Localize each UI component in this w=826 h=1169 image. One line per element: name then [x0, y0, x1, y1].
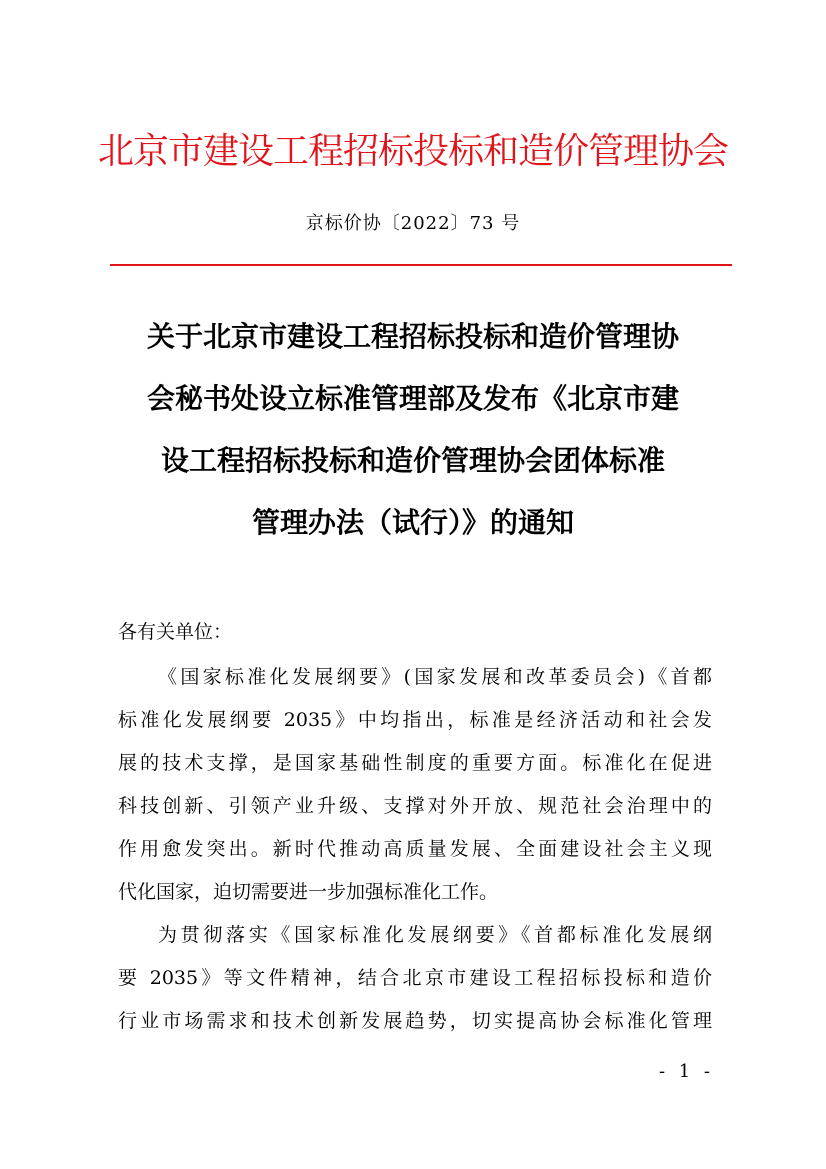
body-line-6: 代化国家，迫切需要进一步加强标准化工作。 [118, 881, 499, 903]
body-line-4: 科技创新、引领产业升级、支撑对外开放、规范社会治理中的 [118, 795, 712, 817]
body-line-5: 作用愈发突出。新时代推动高质量发展、全面建设社会主义现 [118, 838, 712, 860]
title-line-1: 关于北京市建设工程招标投标和造价管理协 [146, 320, 679, 353]
document-title [100, 306, 726, 554]
body-line-1: 《国家标准化发展纲要》(国家发展和改革委员会)《首都 [158, 666, 712, 688]
title-line-4: 管理办法（试行）》的通知 [251, 506, 574, 539]
body-line-2: 标准化发展纲要 2035》中均指出，标准是经济活动和社会发 [118, 709, 712, 731]
document-number: 京标价协〔2022〕73 号 [305, 213, 521, 234]
title-line-2: 会秘书处设立标准管理部及发布《北京市建 [146, 382, 679, 415]
body-line-8: 要 2035》等文件精神，结合北京市建设工程招标投标和造价 [118, 967, 712, 989]
red-divider-line [110, 264, 732, 266]
body-line-7: 为贯彻落实《国家标准化发展纲要》《首都标准化发展纲 [158, 924, 712, 946]
organization-header: 北京市建设工程招标投标和造价管理协会 [97, 131, 728, 172]
title-line-3: 设工程招标投标和造价管理协会团体标准 [160, 444, 665, 477]
salutation: 各有关单位： [118, 621, 233, 643]
body-line-9: 行业市场需求和技术创新发展趋势，切实提高协会标准化管理 [118, 1010, 712, 1032]
body-line-3: 展的技术支撑，是国家基础性制度的重要方面。标准化在促进 [118, 752, 712, 774]
page-number: - 1 - [658, 1061, 714, 1082]
